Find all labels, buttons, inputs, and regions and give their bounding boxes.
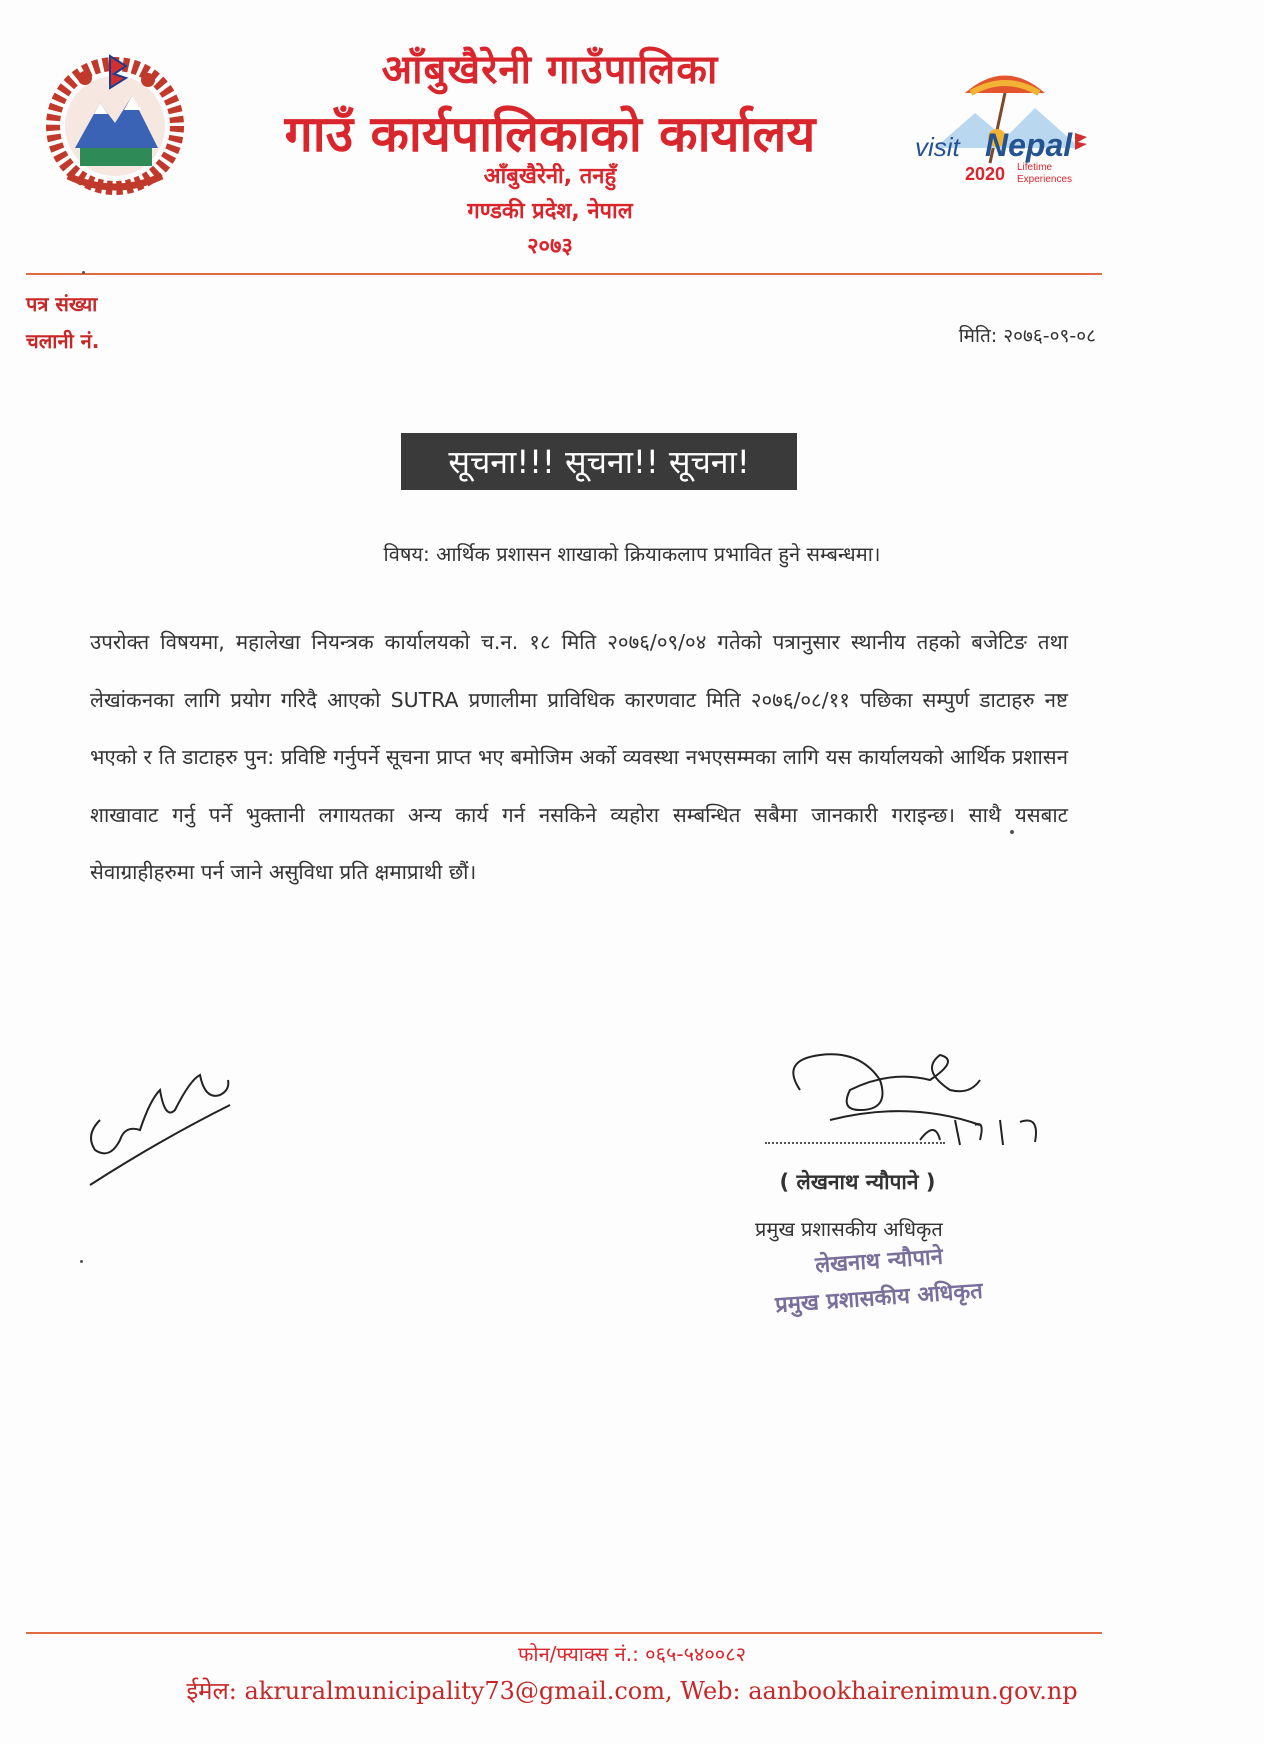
- year-2020-text: 2020: [965, 164, 1006, 184]
- address-line-1: आँबुखैरेनी, तनहुँ: [483, 164, 617, 189]
- scan-speck: [1010, 830, 1014, 834]
- visit-nepal-logo-icon: [905, 38, 1105, 198]
- footer-phone: फोन/फ्याक्स नं.: ०६५-५४००८२: [517, 1642, 746, 1666]
- left-signature-icon: [80, 1040, 240, 1190]
- footer-divider: [26, 1632, 1102, 1634]
- office-name: गाउँ कार्यपालिकाको कार्यालय: [284, 105, 816, 163]
- notice-heading: सूचना!!! सूचना!! सूचना!: [401, 433, 797, 490]
- letter-date: मिति: २०७६-०९-०८: [958, 325, 1096, 347]
- stamp-title: प्रमुख प्रशासकीय अधिकृत: [774, 1278, 984, 1319]
- visit-text: visit: [915, 132, 960, 162]
- stamp-name: लेखनाथ न्यौपाने: [814, 1244, 944, 1279]
- footer-email-web: ईमेल: akruralmunicipality73@gmail.com, Web: aanbookhairenimun.gov.np: [186, 1677, 1078, 1705]
- nepal-text: Nepal: [985, 127, 1073, 163]
- signer-title: प्रमुख प्रशासकीय अधिकृत: [755, 1217, 943, 1241]
- tagline-lifetime: Lifetime: [1017, 162, 1053, 173]
- tagline-experiences: Experiences: [1017, 174, 1073, 185]
- header-divider: [26, 273, 1102, 275]
- signer-name: ( लेखनाथ न्यौपाने ): [779, 1170, 936, 1194]
- nepal-emblem-icon: [40, 48, 190, 198]
- letter-number-label: पत्र संख्या: [26, 292, 98, 316]
- municipality-name: आँबुखैरेनी गाउँपालिका: [381, 47, 719, 93]
- notice-subject: विषय: आर्थिक प्रशासन शाखाको क्रियाकलाप प्रभावित हुने सम्बन्धमा।: [383, 542, 881, 566]
- dispatch-number-label: चलानी नं.: [26, 329, 100, 353]
- scan-speck: [80, 1260, 83, 1263]
- scan-speck: [82, 271, 85, 274]
- establishment-year: २०७३: [527, 234, 573, 259]
- address-line-2: गण्डकी प्रदेश, नेपाल: [467, 199, 633, 224]
- signature-line: [765, 1142, 945, 1144]
- notice-body: उपरोक्त विषयमा, महालेखा नियन्त्रक कार्यालयको च.न. १८ मिति २०७६/०९/०४ गतेको पत्रानुसार स्थानीय तहको बजेटिङ तथा लेखांकनका लागि प्रयोग गरिदै आएको SUTRA प्रणालीमा प्राविधिक कारणवाट मिति २०७६/०८/११ पछिका सम्पुर्ण डाटाहरु नष्ट भएको र ति डाटाहरु पुन: प्रविष्टि गर्नुपर्ने सूचना प्राप्त भए बमोजिम अर्को व्यवस्था नभएसम्मका लागि यस कार्यालयको आर्थिक प्रशासन शाखावाट गर्नु पर्ने भुक्तानी लगायतका अन्य कार्य गर्न नसकिने व्यहोरा सम्बन्धित सबैमा जानकारी गराइन्छ। साथै यसबाट सेवाग्राहीहरुमा पर्न जाने असुविधा प्रति क्षमाप्राथी छौं।: [90, 630, 1068, 884]
